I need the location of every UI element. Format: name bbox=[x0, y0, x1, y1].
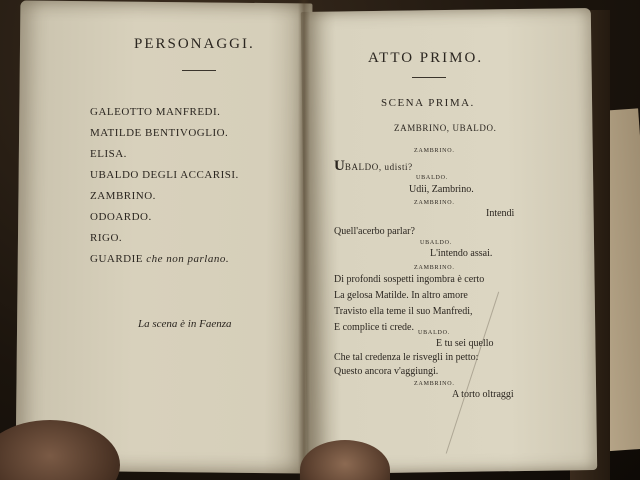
character-extras bbox=[90, 253, 229, 265]
extras-suffix: che non parlano. bbox=[146, 253, 230, 265]
verse-line: Travisto ella teme il suo Manfredi, bbox=[334, 306, 473, 317]
left-page bbox=[16, 0, 313, 473]
verse-line: La gelosa Matilde. In altro amore bbox=[334, 290, 468, 301]
speaker-label: UBALDO. bbox=[416, 175, 449, 181]
verse-line: E tu sei quello bbox=[436, 338, 494, 349]
character-6: ODOARDO. bbox=[90, 211, 152, 223]
extras-prefix: GUARDIE bbox=[90, 253, 143, 265]
character-2: MATILDE BENTIVOGLIO. bbox=[90, 127, 229, 139]
character-3: ELISA. bbox=[90, 148, 127, 160]
speaker-label: UBALDO. bbox=[418, 330, 451, 336]
left-page-title: PERSONAGGI. bbox=[134, 36, 255, 52]
speaker-label: ZAMBRINO. bbox=[414, 200, 455, 206]
verse-line bbox=[334, 158, 413, 175]
scene-setting: La scena è in Faenza bbox=[138, 318, 232, 330]
verse-line: Intendi bbox=[486, 208, 515, 219]
character-5: ZAMBRINO. bbox=[90, 190, 156, 202]
verse-line: Di profondi sospetti ingombra è certo bbox=[334, 274, 485, 285]
speaker-label: ZAMBRINO. bbox=[414, 265, 455, 271]
verse-line: E complice ti crede. bbox=[334, 322, 414, 333]
verse-text: BALDO, udisti? bbox=[344, 162, 413, 172]
verse-line: Udii, Zambrino. bbox=[409, 184, 474, 195]
character-4: UBALDO DEGLI ACCARISI. bbox=[90, 169, 239, 181]
verse-line: L'intendo assai. bbox=[430, 248, 493, 259]
character-1: GALEOTTO MANFREDI. bbox=[90, 106, 221, 118]
book-spine bbox=[298, 0, 310, 480]
verse-line: Che tal credenza le risvegli in petto: bbox=[334, 352, 479, 363]
verse-line: Quell'acerbo parlar? bbox=[334, 226, 415, 237]
speaker-label: UBALDO. bbox=[420, 240, 453, 246]
drop-initial: U bbox=[334, 158, 345, 174]
verse-line: Questo ancora v'aggiungi. bbox=[334, 366, 439, 377]
speaker-label: ZAMBRINO. bbox=[414, 148, 455, 154]
right-page-title: ATTO PRIMO. bbox=[368, 50, 484, 66]
scene-heading: SCENA PRIMA. bbox=[381, 97, 475, 109]
scene-cast: ZAMBRINO, UBALDO. bbox=[394, 123, 497, 133]
character-7: RIGO. bbox=[90, 232, 123, 244]
speaker-label: ZAMBRINO. bbox=[414, 381, 455, 387]
verse-line: A torto oltraggi bbox=[452, 389, 514, 400]
left-title-rule bbox=[182, 70, 216, 71]
right-title-rule bbox=[412, 77, 446, 78]
